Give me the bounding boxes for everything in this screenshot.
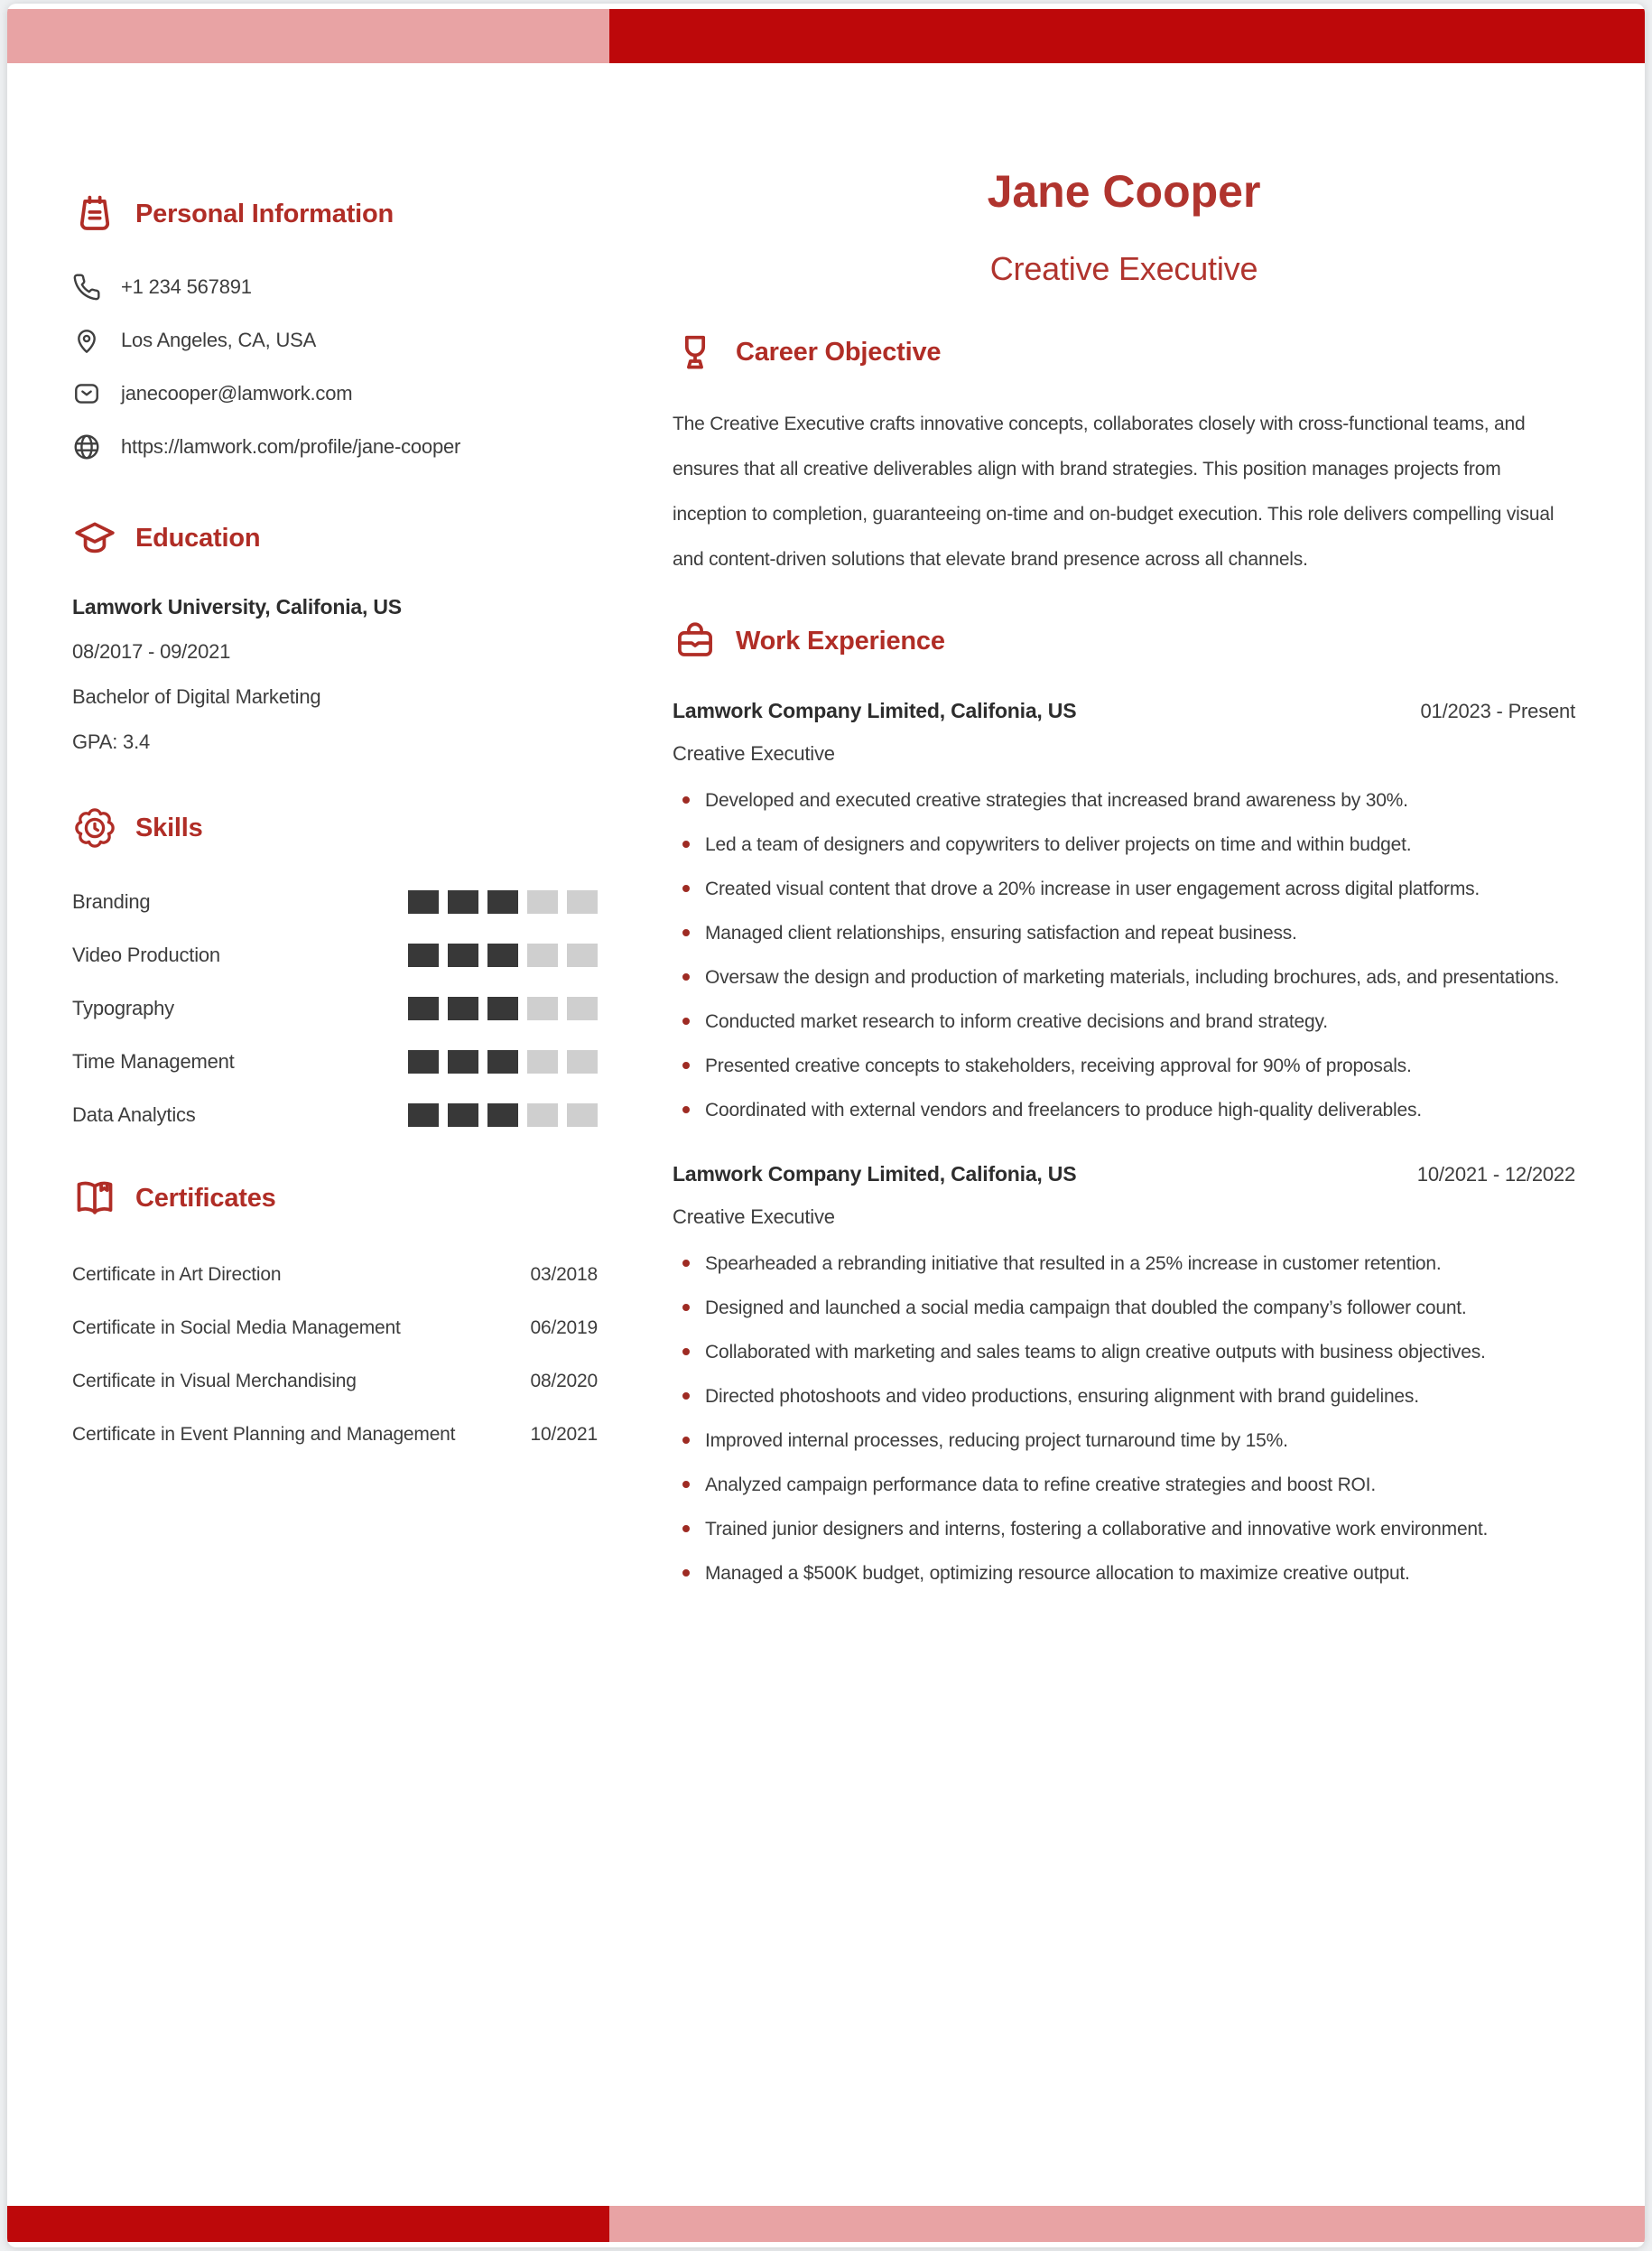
- personal-info-section-header: [72, 191, 598, 237]
- job-dates: 01/2023 - Present: [1420, 699, 1575, 722]
- certificate-row: [72, 1422, 598, 1447]
- skill-level-empty: [527, 944, 558, 967]
- contact-item-location: [72, 326, 598, 355]
- certificate-row: [72, 1316, 598, 1341]
- skill-level-filled: [487, 890, 518, 914]
- skill-level-meter: [408, 890, 598, 914]
- job-bullet: Improved internal processes, reducing project turnaround time by 15%.: [673, 1419, 1575, 1463]
- skill-level-filled: [487, 997, 518, 1020]
- skill-list: [72, 888, 598, 1129]
- certificate-list: [72, 1262, 598, 1447]
- skill-level-filled: [408, 997, 439, 1020]
- trophy-icon: [673, 330, 718, 375]
- skill-level-filled: [448, 890, 478, 914]
- career-objective-heading: Career Objective: [736, 337, 942, 367]
- job-company: Lamwork Company Limited, Califonia, US: [673, 1161, 1077, 1186]
- skill-level-meter: [408, 997, 598, 1020]
- bottom-accent-bar: [7, 2206, 1645, 2242]
- job-bullet: Analyzed campaign performance data to refine creative strategies and boost ROI.: [673, 1463, 1575, 1507]
- skill-level-filled: [448, 1050, 478, 1074]
- skill-name: Time Management: [72, 1050, 235, 1073]
- top-accent-bar: [7, 9, 1645, 63]
- email-text: janecooper@lamwork.com: [121, 382, 353, 405]
- open-book-icon: [72, 1176, 117, 1221]
- top-bar-red-segment: [609, 9, 1645, 63]
- job-bullet: Managed a $500K budget, optimizing resource allocation to maximize creative output.: [673, 1551, 1575, 1595]
- job-header: [673, 696, 1575, 726]
- education-entry: [72, 593, 598, 756]
- job-dates: 10/2021 - 12/2022: [1416, 1162, 1575, 1186]
- job-bullet: Conducted market research to inform creative decisions and brand strategy.: [673, 1000, 1575, 1044]
- skill-row: [72, 888, 598, 916]
- education-section-header: [72, 516, 598, 561]
- graduation-cap-icon: [72, 516, 117, 561]
- certificate-date: 03/2018: [530, 1264, 598, 1285]
- skill-level-empty: [567, 1103, 598, 1127]
- job-entry: [673, 1159, 1575, 1595]
- job-role: Creative Executive: [673, 1205, 835, 1228]
- main-column: [673, 70, 1575, 1595]
- certificate-row: [72, 1262, 598, 1288]
- skill-level-filled: [487, 1103, 518, 1127]
- job-bullet: Coordinated with external vendors and freelancers to produce high-quality deliverables.: [673, 1088, 1575, 1132]
- certificate-name: Certificate in Art Direction: [72, 1264, 282, 1285]
- skill-level-empty: [527, 997, 558, 1020]
- work-experience-section-header: [673, 619, 1575, 664]
- job-bullet: Presented creative concepts to stakeholders, receiving approval for 90% of proposals.: [673, 1044, 1575, 1088]
- envelope-icon: [72, 379, 101, 408]
- job-bullet: Oversaw the design and production of marketing materials, including brochures, ads, and presentations.: [673, 955, 1575, 1000]
- globe-icon: [72, 433, 101, 461]
- skill-level-empty: [527, 1103, 558, 1127]
- certificate-date: 08/2020: [530, 1371, 598, 1391]
- job-bullet: Spearheaded a rebranding initiative that resulted in a 25% increase in customer retention.: [673, 1242, 1575, 1286]
- bottom-bar-pink-segment: [609, 2206, 1645, 2242]
- certificates-section-header: [72, 1176, 598, 1221]
- job-header: [673, 1159, 1575, 1189]
- skill-level-empty: [567, 997, 598, 1020]
- skill-level-filled: [448, 1103, 478, 1127]
- location-text: Los Angeles, CA, USA: [121, 329, 317, 351]
- candidate-title: Creative Executive: [989, 249, 1258, 287]
- career-objective-text: The Creative Executive crafts innovative concepts, collaborates closely with cross-functional teams, and ensures that all creative deliverables align with brand strategies. This position manages projects from inception to completion, guaranteeing on-time and on-budget execution. This role delivers compelling visual and content-driven solutions that elevate brand presence across all channels.: [673, 413, 1555, 570]
- job-role: Creative Executive: [673, 741, 835, 765]
- skill-row: [72, 995, 598, 1022]
- skills-heading: Skills: [135, 814, 203, 842]
- job-entry: [673, 696, 1575, 1132]
- badge-clock-icon: [72, 805, 117, 851]
- certificates-heading: Certificates: [135, 1184, 276, 1213]
- education-gpa: GPA: 3.4: [72, 730, 151, 753]
- contact-list: [72, 273, 598, 461]
- certificate-date: 10/2021: [530, 1424, 598, 1445]
- job-list: [673, 696, 1575, 1595]
- left-sidebar: [72, 70, 598, 1447]
- certificate-name: Certificate in Visual Merchandising: [72, 1371, 357, 1391]
- skill-level-meter: [408, 944, 598, 967]
- skill-level-filled: [487, 944, 518, 967]
- contact-item-email: [72, 379, 598, 408]
- job-bullet: Managed client relationships, ensuring satisfaction and repeat business.: [673, 911, 1575, 955]
- skill-row: [72, 942, 598, 969]
- skill-name: Branding: [72, 890, 151, 913]
- job-bullet: Trained junior designers and interns, fostering a collaborative and innovative work environment.: [673, 1507, 1575, 1551]
- skill-level-filled: [408, 1103, 439, 1127]
- briefcase-icon: [673, 619, 718, 664]
- skill-name: Video Production: [72, 944, 220, 966]
- job-bullet: Developed and executed creative strategies that increased brand awareness by 30%.: [673, 778, 1575, 823]
- certificate-name: Certificate in Social Media Management: [72, 1317, 401, 1338]
- certificate-row: [72, 1369, 598, 1394]
- resume-page: [7, 4, 1645, 2247]
- job-bullet-list: [673, 1242, 1575, 1595]
- skill-level-meter: [408, 1103, 598, 1127]
- bottom-bar-red-segment: [7, 2206, 609, 2242]
- skill-level-meter: [408, 1050, 598, 1074]
- skill-level-filled: [448, 997, 478, 1020]
- certificate-date: 06/2019: [530, 1317, 598, 1338]
- contact-item-phone: [72, 273, 598, 302]
- skill-level-filled: [408, 1050, 439, 1074]
- skill-row: [72, 1048, 598, 1075]
- skills-section-header: [72, 805, 598, 851]
- certificate-name: Certificate in Event Planning and Management: [72, 1424, 456, 1445]
- career-objective-section-header: [673, 330, 1575, 375]
- skill-level-empty: [567, 1050, 598, 1074]
- skill-level-filled: [408, 890, 439, 914]
- skill-level-filled: [448, 944, 478, 967]
- job-bullet: Collaborated with marketing and sales teams to align creative outputs with business objectives.: [673, 1330, 1575, 1374]
- education-period: 08/2017 - 09/2021: [72, 640, 231, 663]
- skill-level-empty: [527, 1050, 558, 1074]
- phone-number: +1 234 567891: [121, 275, 252, 298]
- skill-name: Data Analytics: [72, 1103, 196, 1126]
- education-degree: Bachelor of Digital Marketing: [72, 685, 321, 708]
- education-school: Lamwork University, Califonia, US: [72, 595, 402, 619]
- job-bullet-list: [673, 778, 1575, 1132]
- skill-level-empty: [527, 890, 558, 914]
- skill-level-filled: [487, 1050, 518, 1074]
- skill-level-empty: [567, 944, 598, 967]
- contact-item-website: [72, 433, 598, 461]
- top-bar-pink-segment: [7, 9, 609, 63]
- location-pin-icon: [72, 326, 101, 355]
- job-bullet: Designed and launched a social media campaign that doubled the company’s follower count.: [673, 1286, 1575, 1330]
- job-bullet: Directed photoshoots and video productions, ensuring alignment with brand guidelines.: [673, 1374, 1575, 1419]
- personal-info-heading: Personal Information: [135, 200, 394, 228]
- work-experience-heading: Work Experience: [736, 626, 945, 656]
- job-company: Lamwork Company Limited, Califonia, US: [673, 698, 1077, 722]
- education-heading: Education: [135, 524, 261, 553]
- job-bullet: Created visual content that drove a 20% increase in user engagement across digital platforms.: [673, 867, 1575, 911]
- candidate-name: Jane Cooper: [987, 166, 1261, 217]
- skill-level-filled: [408, 944, 439, 967]
- skill-name: Typography: [72, 997, 174, 1019]
- phone-icon: [72, 273, 101, 302]
- job-bullet: Led a team of designers and copywriters to deliver projects on time and within budget.: [673, 823, 1575, 867]
- website-url: https://lamwork.com/profile/jane-cooper: [121, 435, 461, 458]
- clipboard-icon: [72, 191, 117, 237]
- skill-row: [72, 1102, 598, 1129]
- skill-level-empty: [567, 890, 598, 914]
